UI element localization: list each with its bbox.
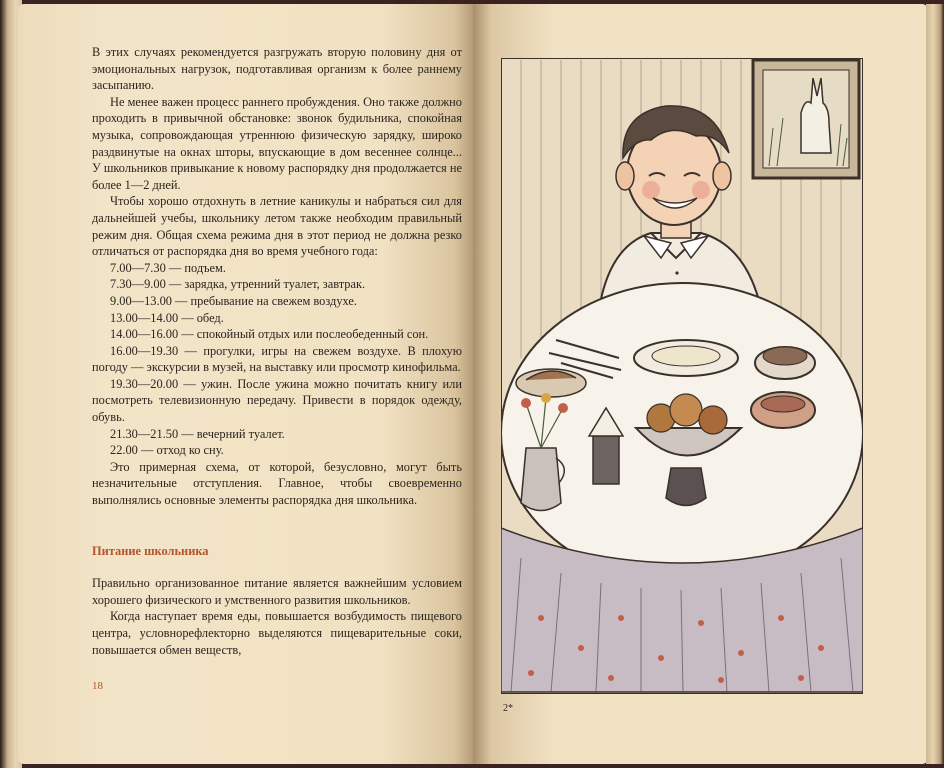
paragraph: Не менее важен процесс раннего пробуждения. Оно также должно проходить в привычной обстановке: звонок будильника, спокойная музыка, сопровождающая утреннюю физическую зарядку, широко раздвинутые на окнах шторы, впускающие в дом весеннее солнце... У школьников привыкание к новому распорядку дня продолжается не более 1—2 дней. <box>92 94 462 192</box>
schedule-item: 22.00 — отход ко сну. <box>110 443 224 458</box>
schedule-item: 9.00—13.00 — пребывание на свежем воздухе. <box>110 293 357 308</box>
schedule-item: 16.00—19.30 — прогулки, игры на свежем воздухе. В плохую погоду — экскурсии в музей, на выставку или просмотр кинофильма. <box>92 343 462 375</box>
schedule-item: 14.00—16.00 — спокойный отдых или послеобеденный сон. <box>110 327 429 342</box>
paragraph: Когда наступает время еды, повышается возбудимость пищевого центра, условнорефлекторно выделяются пищеварительные соки, повышается обмен веществ, <box>92 609 462 657</box>
left-page-text <box>92 44 462 658</box>
small-bowl <box>751 392 815 428</box>
schedule-item: 19.30—20.00 — ужин. После ужина можно почитать книгу или посмотреть телевизионную передачу. Привести в порядок одежду, обувь. <box>92 376 462 425</box>
boy-at-dinner-table-illustration <box>501 58 863 694</box>
schedule-item: 21.30—21.50 — вечерний туалет. <box>110 426 285 441</box>
closing-paragraph: Это примерная схема, от которой, безусловно, могут быть незначительные отступления. Главное, чтобы своевременно выполнялись основные элементы распорядка дня школьника. <box>92 459 462 508</box>
page-mark: 2* <box>503 703 513 714</box>
bread-plate <box>516 369 586 397</box>
schedule-item: 13.00—14.00 — обед. <box>110 310 224 325</box>
paragraph: В этих случаях рекомендуется разгружать вторую половину дня от эмоциональных нагрузок, подготавливая организм к более раннему засыпанию. <box>92 45 462 93</box>
section-heading: Питание школьника <box>92 543 209 558</box>
schedule-item: 7.30—9.00 — зарядка, утренний туалет, завтрак. <box>110 277 366 292</box>
paragraph: Чтобы хорошо отдохнуть в летние каникулы и набраться сил для дальнейшей учебы, школьнику летом также необходим правильный режим дня. Общая схема режима дня в этот период не должна резко отличаться от распорядка дня во время учебного года: <box>92 194 462 259</box>
fish-plate <box>755 347 815 379</box>
schedule-item: 7.00—7.30 — подъем. <box>110 260 226 275</box>
soup-plate <box>634 340 738 376</box>
page-number: 18 <box>92 680 103 692</box>
wall-picture <box>753 60 859 178</box>
paragraph: Правильно организованное питание является важнейшим условием хорошего физического и умственного развития школьников. <box>92 576 462 607</box>
book-edge-right <box>926 4 944 764</box>
